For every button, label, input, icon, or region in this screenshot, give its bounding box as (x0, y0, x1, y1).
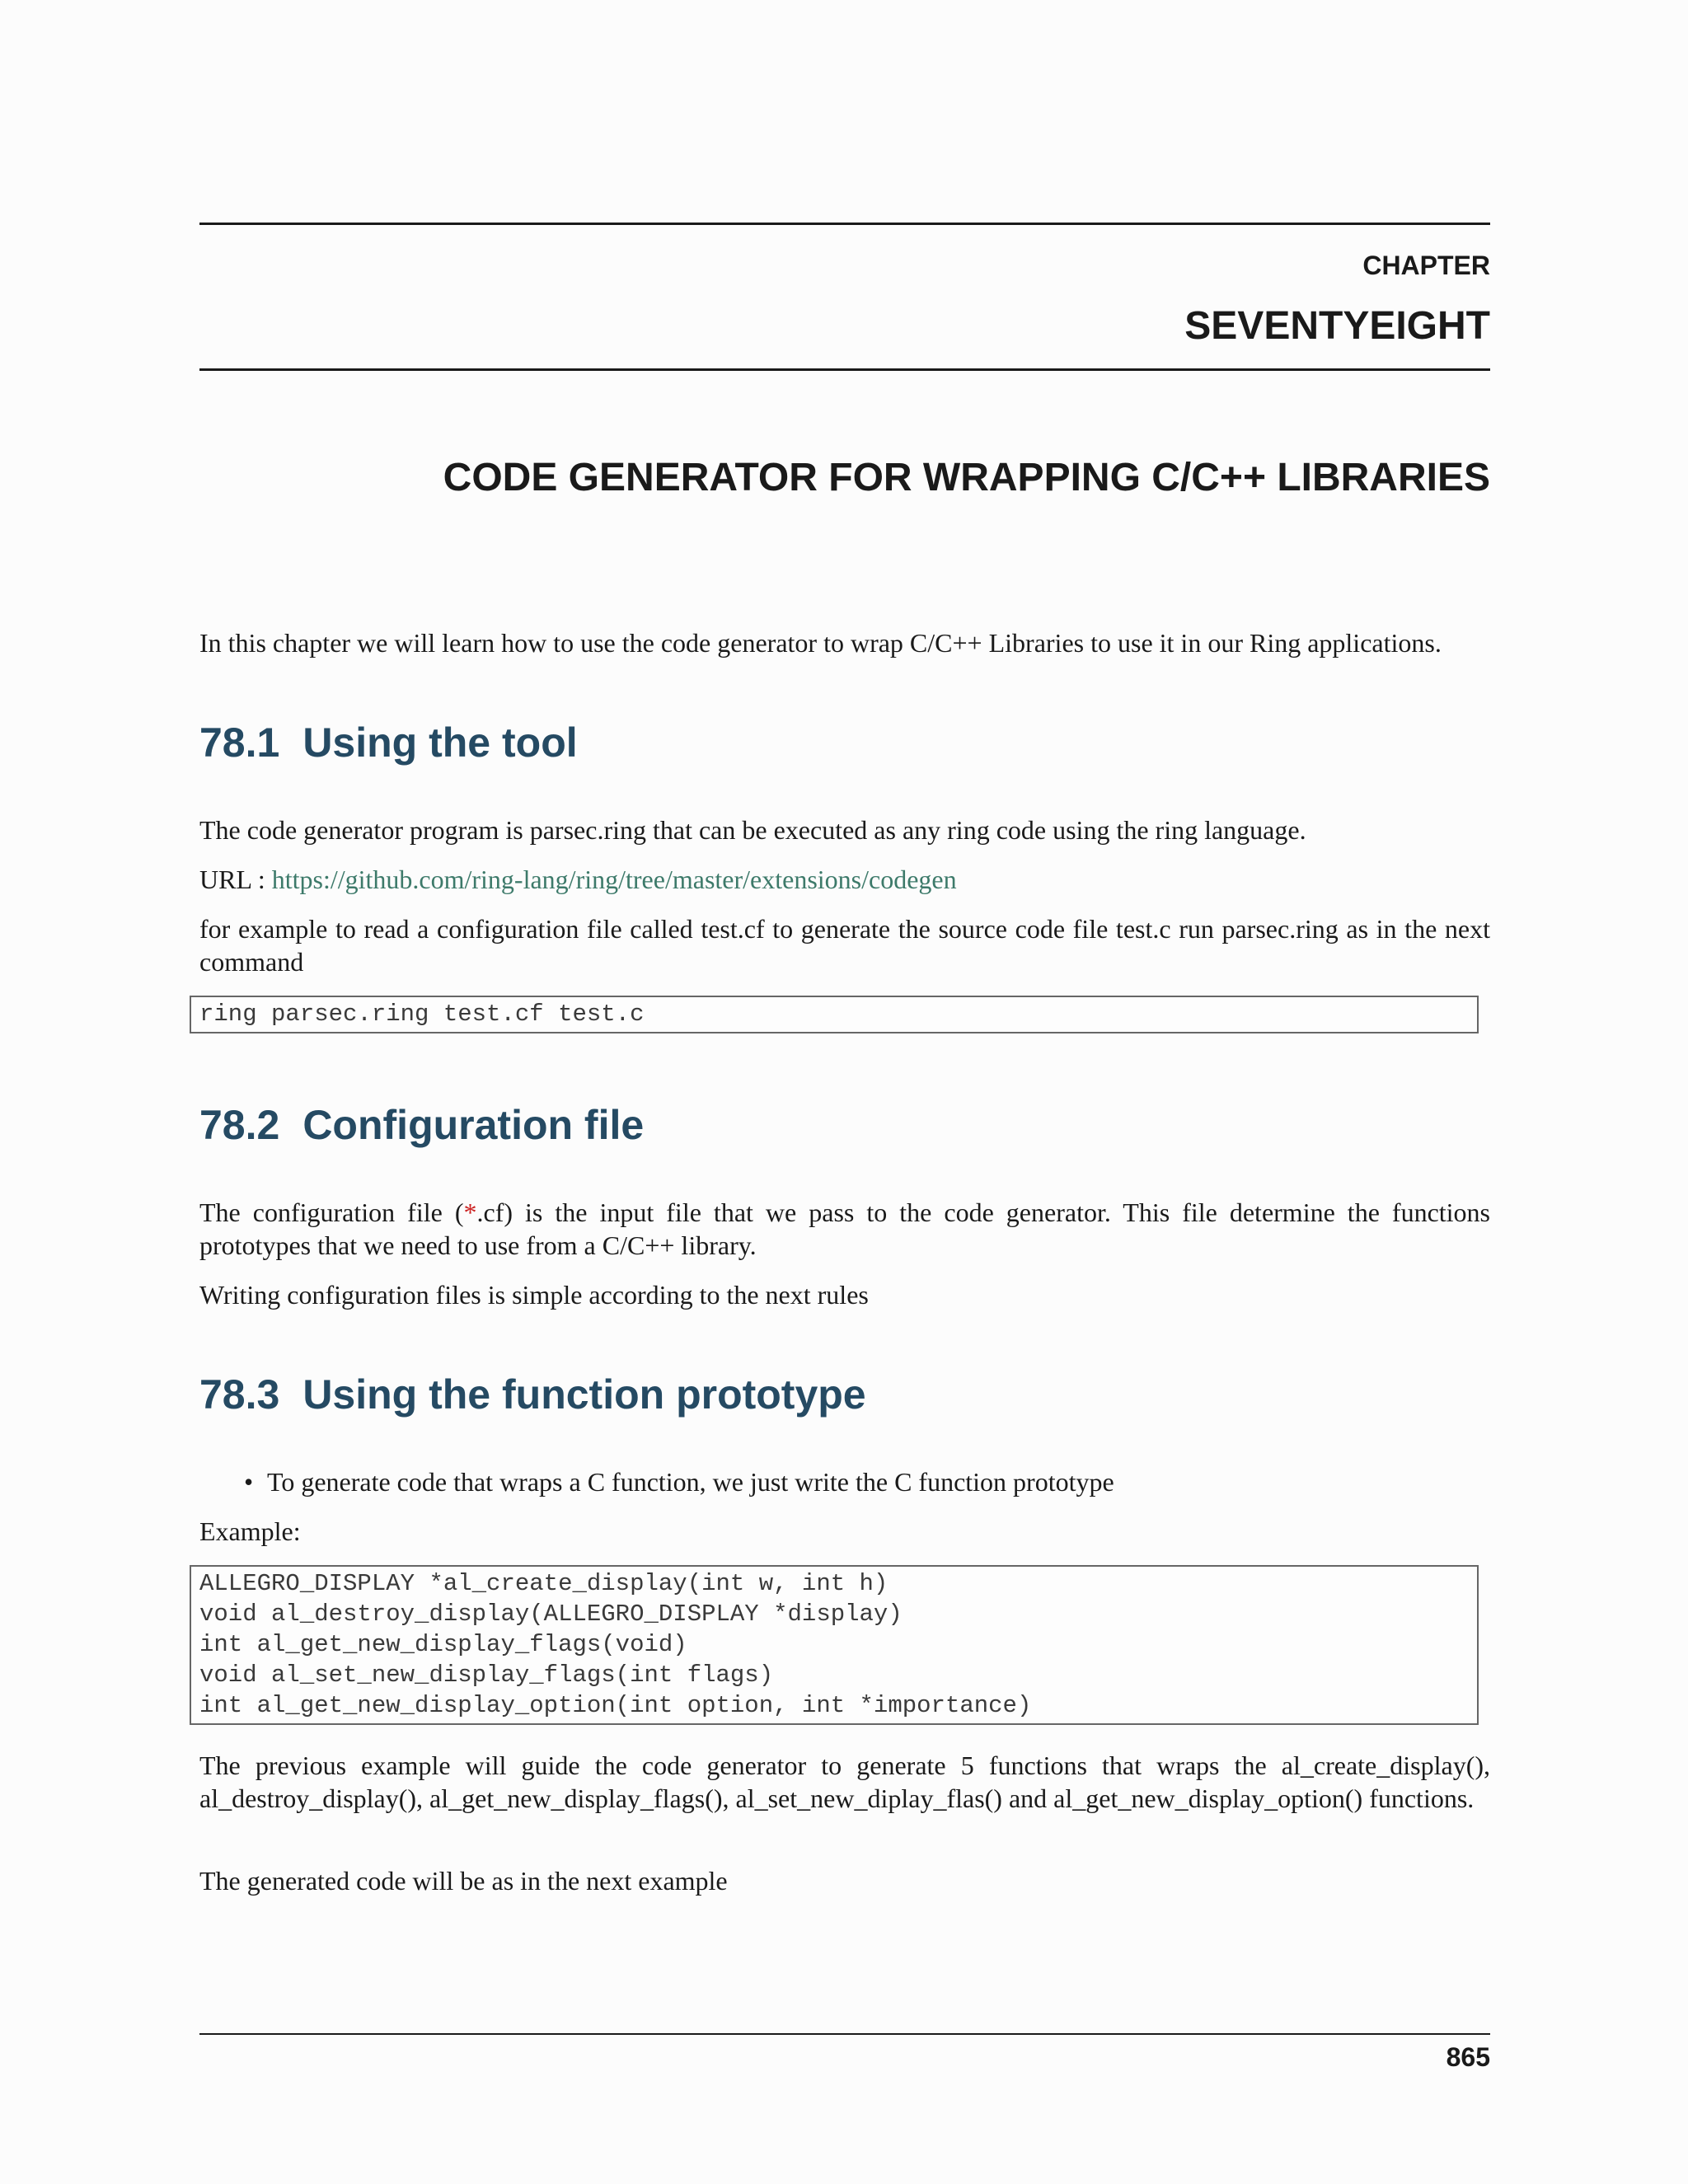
bullet-item (244, 1465, 1114, 1498)
chapter-label: CHAPTER (1362, 251, 1490, 280)
section-title: Using the function prototype (302, 1371, 866, 1418)
bullet-icon: • (244, 1467, 254, 1497)
section-number: 78.3 (199, 1371, 280, 1418)
intro-paragraph: In this chapter we will learn how to use the code generator to wrap C/C++ Libraries to use it in our Ring applications. (199, 628, 1442, 658)
code-line: ALLEGRO_DISPLAY *al_create_display(int w, int h) (199, 1570, 889, 1597)
chapter-bottom-rule (199, 368, 1490, 371)
paragraph: The previous example will guide the code generator to generate 5 functions that wraps the al_create_display(), al_destroy_display(), al_get_new_display_flags(), al_set_new_diplay_flas() and al_get_new_display_option() functions. (199, 1750, 1490, 1813)
section-heading-using-the-function-prototype (199, 1371, 866, 1418)
url-line (199, 863, 1490, 896)
code-block-command: ring parsec.ring test.cf test.c (190, 996, 1479, 1033)
code-line: int al_get_new_display_flags(void) (199, 1631, 687, 1658)
code-line: void al_set_new_display_flags(int flags) (199, 1661, 774, 1689)
section-number: 78.1 (199, 719, 280, 766)
bullet-text: To generate code that wraps a C function, we just write the C function prototype (267, 1467, 1114, 1497)
code-block-prototypes (190, 1565, 1479, 1725)
section-number: 78.2 (199, 1102, 280, 1148)
wildcard-link[interactable]: * (463, 1197, 477, 1227)
page-number: 865 (1446, 2042, 1490, 2072)
section-heading-configuration-file (199, 1101, 644, 1149)
paragraph: The configuration file (*.cf) is the input file that we pass to the code generator. This file determine the functions prototypes that we need to use from a C/C++ library. (199, 1197, 1491, 1260)
code-line: int al_get_new_display_option(int option, int *importance) (199, 1692, 1032, 1719)
paragraph: Writing configuration files is simple according to the next rules (199, 1280, 869, 1310)
chapter-top-rule (199, 223, 1490, 225)
section-heading-using-the-tool (199, 719, 578, 766)
section-title: Using the tool (302, 719, 578, 766)
codegen-link[interactable]: https://github.com/ring-lang/ring/tree/master/extensions/codegen (271, 865, 957, 894)
chapter-title: CODE GENERATOR FOR WRAPPING C/C++ LIBRARIES (443, 456, 1490, 499)
url-label: URL : (199, 865, 272, 894)
section-title: Configuration file (302, 1102, 645, 1148)
code-line: void al_destroy_display(ALLEGRO_DISPLAY *display) (199, 1601, 903, 1628)
footer-rule (199, 2033, 1490, 2035)
paragraph: for example to read a configuration file called test.cf to generate the source code file test.c run parsec.ring as in the next command (199, 914, 1490, 977)
paragraph: The code generator program is parsec.ring that can be executed as any ring code using the ring language. (199, 815, 1306, 845)
example-label: Example: (199, 1516, 301, 1546)
chapter-number: SEVENTYEIGHT (1184, 304, 1490, 348)
paragraph: The generated code will be as in the next example (199, 1866, 728, 1896)
